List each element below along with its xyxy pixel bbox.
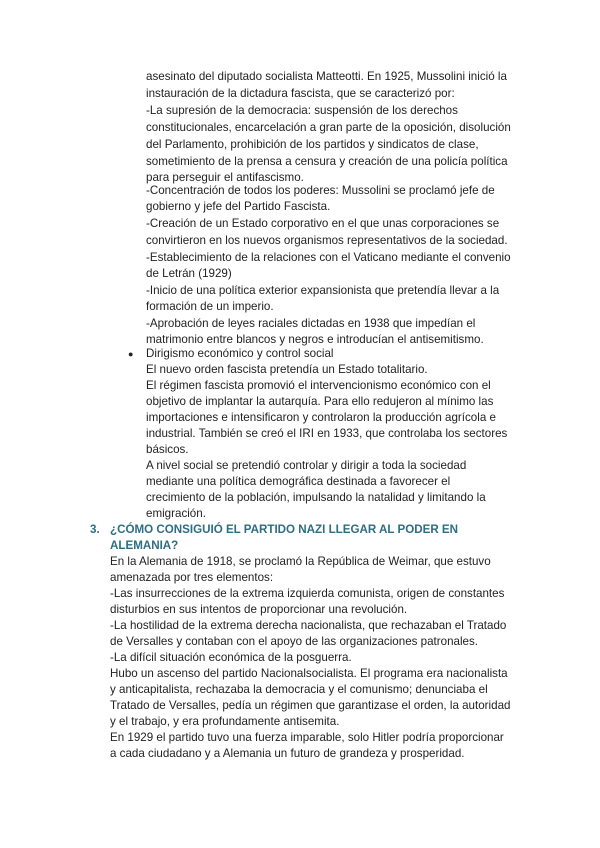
paragraph-line: -Aprobación de leyes raciales dictadas en 1938 que impedían el bbox=[146, 317, 476, 330]
paragraph-line: instauración de la dictadura fascista, que se caracterizó por: bbox=[146, 87, 455, 100]
paragraph-line: disturbios en sus intentos de proporcionar una revolución. bbox=[110, 603, 408, 616]
paragraph-line: emigración. bbox=[146, 507, 206, 520]
bullet-title: Dirigismo económico y control social bbox=[146, 347, 334, 360]
paragraph-line: y anticapitalista, rechazaba la democracia y el comunismo; denunciaba el bbox=[110, 683, 488, 696]
paragraph-line: -Creación de un Estado corporativo en el que unas corporaciones se bbox=[146, 217, 500, 230]
paragraph-line: amenazada por tres elementos: bbox=[110, 571, 274, 584]
paragraph-line: objetivo de implantar la autarquía. Para ello redujeron al mínimo las bbox=[146, 395, 494, 408]
paragraph-line: industrial. También se creó el IRI en 1933, que controlaba los sectores bbox=[146, 427, 508, 440]
paragraph-line: El régimen fascista promovió el intervencionismo económico con el bbox=[146, 379, 491, 392]
paragraph-line: A nivel social se pretendió controlar y dirigir a toda la sociedad bbox=[146, 459, 467, 472]
paragraph-line: -Las insurrecciones de la extrema izquierda comunista, origen de constantes bbox=[110, 587, 505, 600]
paragraph-line: En 1929 el partido tuvo una fuerza imparable, solo Hitler podría proporcionar bbox=[110, 731, 504, 744]
paragraph-line: -Establecimiento de la relaciones con el Vaticano mediante el convenio bbox=[146, 251, 511, 264]
paragraph-line: del Parlamento, prohibición de los partidos y sindicatos de clase, bbox=[146, 138, 479, 151]
paragraph-line: de Versalles y contaban con el apoyo de las organizaciones patronales. bbox=[110, 635, 479, 648]
paragraph-line: básicos. bbox=[146, 443, 189, 456]
paragraph-line: -Concentración de todos los poderes: Mussolini se proclamó jefe de bbox=[146, 184, 495, 197]
paragraph-line: -La difícil situación económica de la posguerra. bbox=[110, 651, 352, 664]
paragraph-line: -Inicio de una política exterior expansionista que pretendía llevar a la bbox=[146, 284, 500, 297]
paragraph-line: para perseguir el antifascismo. bbox=[146, 171, 304, 184]
paragraph-line: sometimiento de la prensa a censura y creación de una policía política bbox=[146, 155, 508, 168]
bullet-icon: ● bbox=[128, 349, 134, 359]
paragraph-line: formación de un imperio. bbox=[146, 300, 274, 313]
section-heading: ¿CÓMO CONSIGUIÓ EL PARTIDO NAZI LLEGAR AL PODER EN bbox=[110, 523, 459, 536]
paragraph-line: El nuevo orden fascista pretendía un Estado totalitario. bbox=[146, 363, 428, 376]
paragraph-line: constitucionales, encarcelación a gran parte de la oposición, disolución bbox=[146, 121, 511, 134]
paragraph-line: asesinato del diputado socialista Matteotti. En 1925, Mussolini inició la bbox=[146, 70, 507, 83]
paragraph-line: y el trabajo, y era profundamente antisemita. bbox=[110, 715, 340, 728]
paragraph-line: -La hostilidad de la extrema derecha nacionalista, que rechazaban el Tratado bbox=[110, 619, 507, 632]
paragraph-line: de Letrán (1929) bbox=[146, 267, 232, 280]
paragraph-line: mediante una política demográfica destinada a favorecer el bbox=[146, 475, 451, 488]
paragraph-line: gobierno y jefe del Partido Fascista. bbox=[146, 200, 331, 213]
paragraph-line: Hubo un ascenso del partido Nacionalsocialista. El programa era nacionalista bbox=[110, 667, 508, 680]
paragraph-line: importaciones e intensificaron y controlaron la producción agrícola e bbox=[146, 411, 496, 424]
paragraph-line: crecimiento de la población, impulsando la natalidad y limitando la bbox=[146, 491, 486, 504]
paragraph-line: Tratado de Versalles, pedía un régimen que garantizase el orden, la autoridad bbox=[110, 699, 511, 712]
paragraph-line: matrimonio entre blancos y negros e introducían el antisemitismo. bbox=[146, 333, 484, 346]
section-number: 3. bbox=[90, 523, 100, 536]
paragraph-line: En la Alemania de 1918, se proclamó la República de Weimar, que estuvo bbox=[110, 555, 491, 568]
paragraph-line: -La supresión de la democracia: suspensión de los derechos bbox=[146, 104, 458, 117]
paragraph-line: convirtieron en los nuevos organismos representativos de la sociedad. bbox=[146, 234, 508, 247]
section-heading: ALEMANIA? bbox=[110, 539, 179, 552]
paragraph-line: a cada ciudadano y a Alemania un futuro de grandeza y prosperidad. bbox=[110, 747, 465, 760]
